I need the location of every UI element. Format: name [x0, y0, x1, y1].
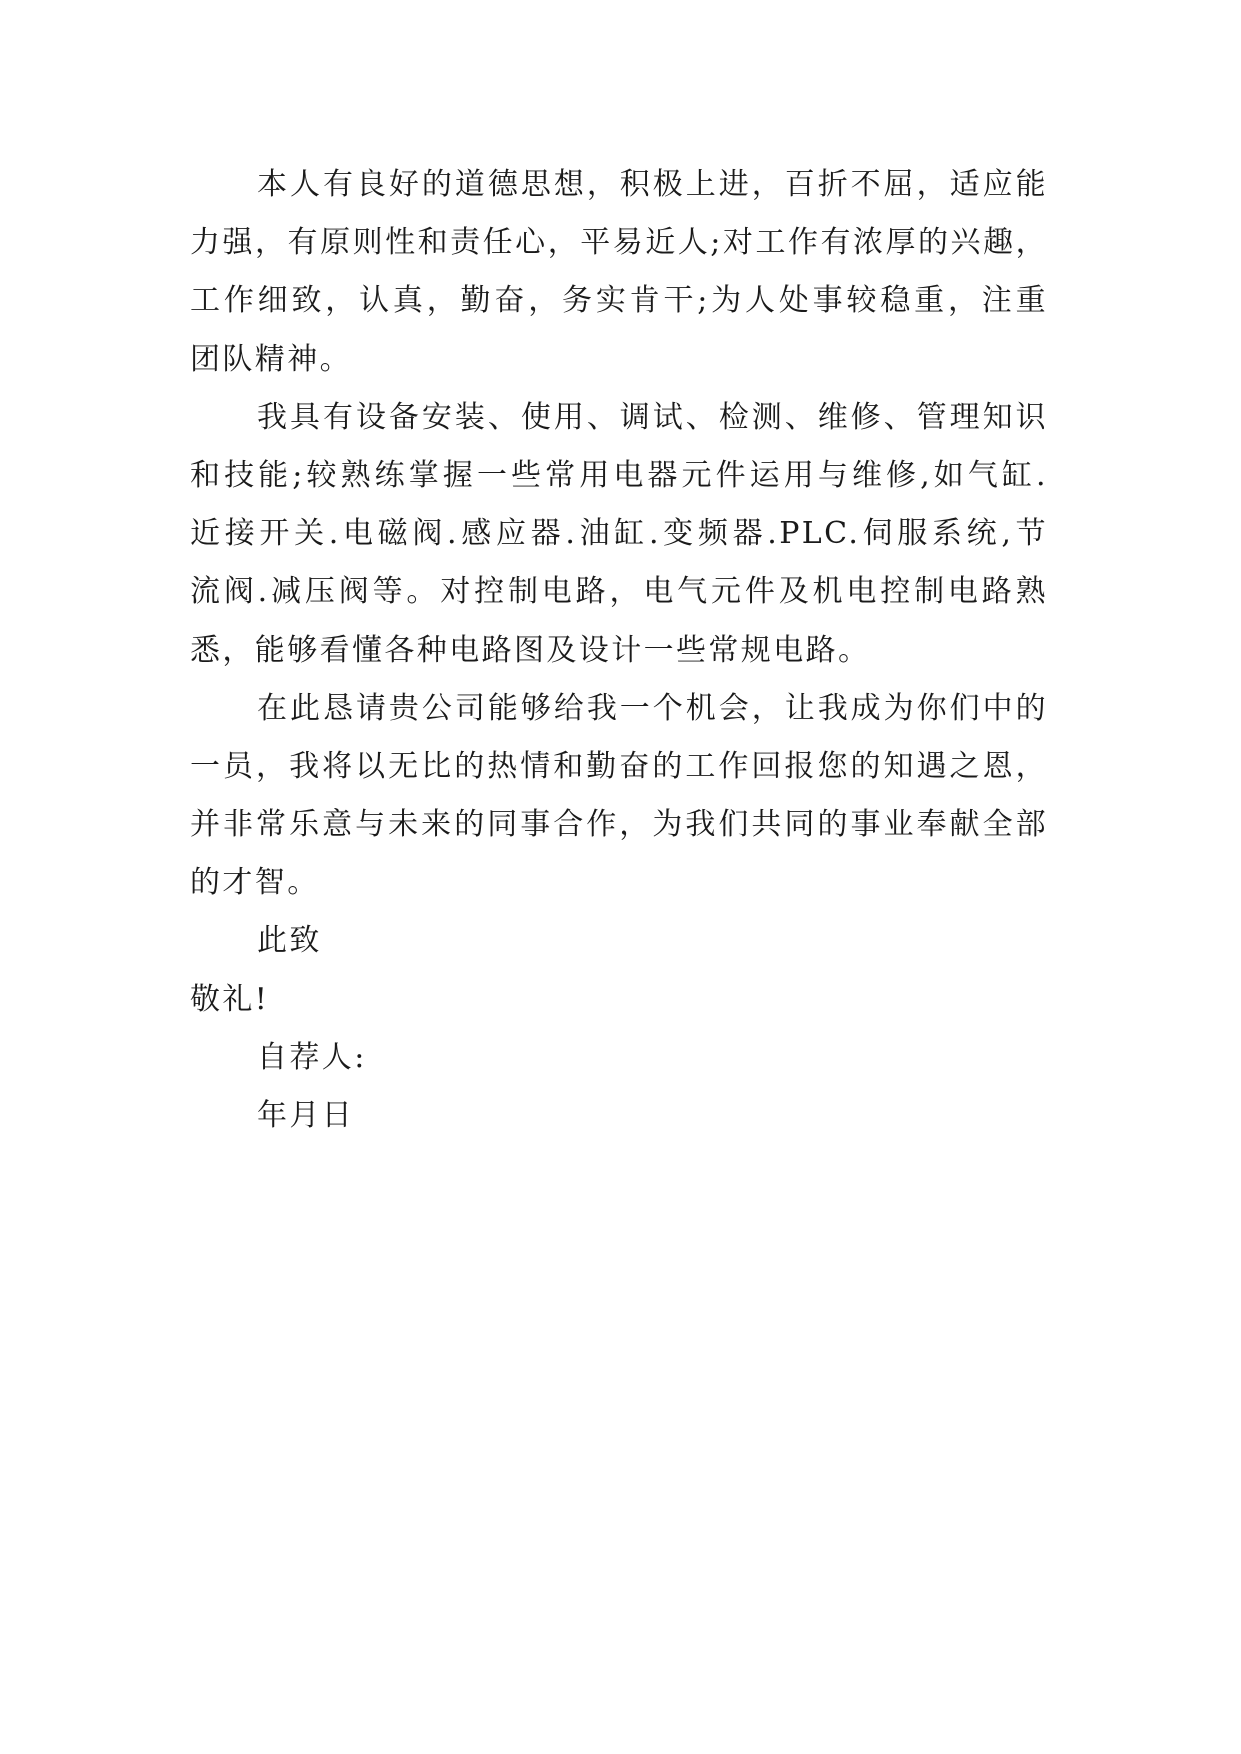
text-line: 我具有设备安装、使用、调试、检测、维修、管理知识	[257, 399, 1048, 435]
text-line: 团队精神。	[190, 341, 352, 377]
text-line: 悉，能够看懂各种电路图及设计一些常规电路。	[190, 632, 871, 668]
text-line: 的才智。	[190, 865, 320, 901]
text-line: 和技能;较熟练掌握一些常用电器元件运用与维修,如气缸.	[190, 457, 1048, 493]
text-line: 并非常乐意与未来的同事合作，为我们共同的事业奉献全部	[190, 807, 1048, 843]
text-line: 本人有良好的道德思想，积极上进，百折不屈，适应能	[257, 167, 1048, 202]
paragraph-technical-skills	[190, 389, 1048, 680]
text-line: 在此恳请贵公司能够给我一个机会，让我成为你们中的	[257, 690, 1048, 726]
text-line: 流阀.减压阀等。对控制电路，电气元件及机电控制电路熟	[190, 574, 1048, 610]
letter-body	[190, 156, 1048, 1145]
text-line: 近接开关.电磁阀.感应器.油缸.变频器.PLC.伺服系统,节	[190, 516, 1048, 552]
signature-label: 自荐人:	[257, 1039, 367, 1075]
salutation: 敬礼!	[190, 981, 270, 1017]
text-line: 力强，有原则性和责任心，平易近人;对工作有浓厚的兴趣，	[190, 225, 1048, 261]
text-line: 一员，我将以无比的热情和勤奋的工作回报您的知遇之恩，	[190, 748, 1048, 784]
paragraph-request	[190, 680, 1048, 913]
closing-phrase: 此致	[257, 923, 322, 959]
paragraph-personal-qualities	[190, 156, 1048, 389]
date-line: 年月日	[257, 1098, 355, 1133]
text-line: 工作细致，认真，勤奋，务实肯干;为人处事较稳重，注重	[190, 283, 1048, 319]
